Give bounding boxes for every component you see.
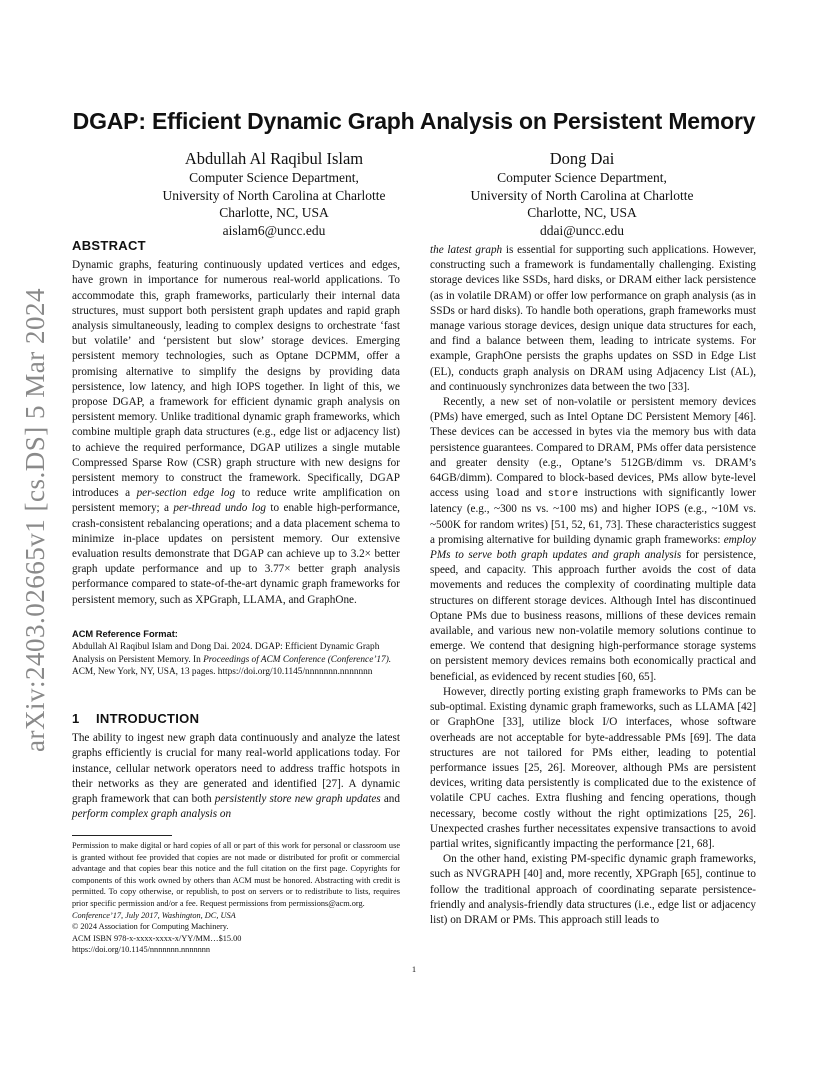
intro-paragraph-continued bbox=[430, 243, 756, 395]
author-university: University of North Carolina at Charlotte bbox=[470, 187, 694, 203]
abstract-text: to enable high-performance, crash-consistent rebalancing operations; and a data placement schema to minimize in-place updates on persistent memory. Our extensive evaluation results demonstrate that DGAP can achieve up to 3.2× better graph update performance and up to 3.77× better graph analysis performance compared to state-of-the-art dynamic graph frameworks for persistent memory, such as XPGraph, LLAMA, and GraphOne. bbox=[72, 502, 400, 606]
author-department: Computer Science Department, bbox=[497, 170, 667, 185]
author-name: Abdullah Al Raqibul Islam bbox=[184, 149, 364, 168]
abstract-emphasis: per-thread undo log bbox=[173, 502, 267, 515]
intro-text: The ability to ingest new graph data continuously and analyze the latest graphs efficiently is crucial for many real-world applications today. For instance, cellular network operators need to address traffic hotspots in their networks as they are generated and identified [27]. A dynamic graph framework that can both bbox=[72, 732, 400, 806]
isbn-line: ACM ISBN 978-x-xxxx-xxxx-x/YY/MM…$15.00 bbox=[72, 933, 242, 943]
acm-reference-text bbox=[72, 641, 400, 679]
paper-title: DGAP: Efficient Dynamic Graph Analysis on Persistent Memory bbox=[72, 108, 756, 134]
code-keyword: load bbox=[494, 489, 520, 501]
section-title: INTRODUCTION bbox=[96, 711, 200, 726]
page-number: 1 bbox=[411, 964, 417, 974]
acm-reference-part: ACM, New York, NY, USA, 13 pages. https://doi.org/10.1145/nnnnnnn.nnnnnnn bbox=[72, 667, 373, 678]
author-location: Charlotte, NC, USA bbox=[219, 205, 329, 220]
permission-notice: Permission to make digital or hard copies of all or part of this work for personal or classroom use is granted without fee provided that copies are not made or distributed for profit or commercial advantage and that copies bear this notice and the full citation on the first page. Copyrights for components of this work owned by others than ACM must be honored. Abstracting with credit is permitted. To copy otherwise, or republish, to post on servers or to redistribute to lists, requires prior specific permission and/or a fee. Request permissions from permissions@acm.org. bbox=[72, 841, 400, 908]
introduction-section bbox=[72, 711, 400, 822]
conference-text: Conference’17, July 2017, Washington, DC, USA bbox=[72, 910, 236, 920]
intro-text: for persistence, speed, and capacity. This approach further avoids the cost of data movements and reduces the complexity of coordinating multiple data structures on different storage devices. Although Intel has discontinued Optane PMs due to business reasons, millions of these devices remain available, and various new non-volatile memory solutions continue to emerge. We contend that designing high-performance storage systems on persistent memory devices remains both economically practical and beneficial, as evidenced by recent studies [60, 65]. bbox=[430, 549, 756, 683]
introduction-heading bbox=[72, 711, 400, 726]
intro-text: is essential for supporting such applications. However, constructing such a framework is fundamentally challenging. Existing storage devices like SSDs, hard disks, or DRAM either lack persistence (as in volatile DRAM) or offer low performance on graph analysis (as in SSDs or hard disks). To handle both operations, graph frameworks must manage various storage devices, design unique data structures for each, and find a balance between them, leading to intricate systems. For example, GraphOne persists the graphs updates on SSD in Edge List (EL), conducts graph analysis on DRAM using Adjacency List (AL), and continuously synchronizes data between the two [33]. bbox=[430, 244, 756, 393]
intro-paragraph: On the other hand, existing PM-specific dynamic graph frameworks, such as NVGRAPH [40] and, more recently, XPGraph [65], continue to follow the traditional approach of coordinating separate persistence-friendly and analysis-friendly data structures (i.e., edge list or adjacency list) on DRAM or PMs. This approach still leads to bbox=[430, 853, 756, 926]
acm-reference-part: Abdullah Al Raqibul Islam and Dong Dai. 2024. DGAP: Efficient Dynamic Graph Analysis on Persistent Memory. In bbox=[72, 641, 380, 665]
conference-line bbox=[72, 910, 400, 922]
intro-paragraph: However, directly porting existing graph frameworks to PMs can be sub-optimal. Existing dynamic graph frameworks, such as LLAMA [42] or GraphOne [33], utilize block I/O interfaces, whose software overheads are not acceptable for byte-addressable PMs [69]. The data structures are not tailored for PMs either, leading to potential performance issues [25, 26]. Moreover, although PMs are persistent devices, writing data persistently is complicated due to the existence of volatile CPU caches. Extra flushing and fencing operations, though necessary, become costly without the right optimizations [25, 26]. Unexpected crashes further necessitates expensive transactions to avoid partial writes, significantly impacting the performance [21, 68]. bbox=[430, 685, 756, 850]
intro-paragraph bbox=[430, 395, 756, 685]
intro-emphasis: the latest graph bbox=[430, 244, 503, 256]
right-column bbox=[430, 243, 756, 928]
author-location: Charlotte, NC, USA bbox=[527, 205, 637, 220]
footnote-divider bbox=[72, 835, 172, 836]
abstract-paragraph bbox=[72, 258, 400, 608]
copyright-line: © 2024 Association for Computing Machinery. bbox=[72, 922, 229, 932]
acm-reference-emphasis: Proceedings of ACM Conference (Conference’17). bbox=[203, 654, 392, 665]
abstract-text: Dynamic graphs, featuring continuously updated vertices and edges, have grown in importance for numerous real-world applications. To accommodate this, graph frameworks, particularly their internal data structures, must support both persistent graph updates and rapid graph analysis simultaneously, leading to complex designs to orchestrate ‘fast but volatile’ and ‘persistent but slow’ storage devices. Emerging persistent memory technologies, such as Optane DCPMM, offer a promising alternative to simplify the designs by providing data persistence, low latency, and high IOPS together. In light of this, we propose DGAP, a framework for efficient dynamic graph analysis on persistent memory. Unlike traditional dynamic graph frameworks, which combine multiple graph data structures (e.g., edge list or adjacency list) to achieve the required performance, DGAP utilizes a single mutable Compressed Sparse Row (CSR) graph structure with new designs for persistent memory to construct the framework. Specifically, DGAP introduces a bbox=[72, 259, 400, 500]
author-block-1 bbox=[124, 148, 424, 239]
abstract-emphasis: per-section edge log bbox=[136, 487, 236, 500]
author-email: ddai@uncc.edu bbox=[539, 222, 625, 238]
acm-reference-format bbox=[72, 628, 400, 679]
abstract-text: to reduce write amplification on persistent memory; a bbox=[72, 487, 400, 515]
section-number: 1 bbox=[72, 711, 80, 726]
doi-line: https://doi.org/10.1145/nnnnnnn.nnnnnnn bbox=[72, 945, 211, 955]
author-university: University of North Carolina at Charlotte bbox=[162, 187, 386, 203]
intro-emphasis: perform complex graph analysis on bbox=[72, 808, 232, 821]
intro-emphasis: employ PMs to serve both graph updates and graph analysis bbox=[430, 533, 756, 562]
author-block-2 bbox=[432, 148, 732, 239]
intro-text: and bbox=[519, 487, 548, 500]
intro-text: instructions with significantly lower latency (e.g., ~300 ns vs. ~100 ms) and higher IOPS (e.g., ~10M vs. ~500K for random writes) [51, 52, 61, 73]. These characteristics suggest a promising alternative for building dynamic graph frameworks: bbox=[430, 487, 756, 546]
abstract-heading: ABSTRACT bbox=[72, 238, 146, 253]
author-email: aislam6@uncc.edu bbox=[222, 222, 326, 238]
arxiv-identifier: arXiv:2403.02665v1 [cs.DS] 5 Mar 2024 bbox=[20, 288, 50, 752]
author-name: Dong Dai bbox=[549, 149, 615, 168]
intro-text: and bbox=[380, 793, 400, 806]
acm-reference-label: ACM Reference Format: bbox=[72, 629, 178, 639]
intro-paragraph bbox=[72, 731, 400, 822]
intro-text: Recently, a new set of non-volatile or persistent memory devices (PMs) have emerged, such as Intel Optane DC Persistent Memory [46]. These devices can be accessed in bytes via the memory bus with data persistence guarantees. Compared to DRAM, PMs offer data persistence and greater density (e.g., Optane’s 512GB/dimm vs. DRAM’s 64GB/dimm). Compared to block-based devices, PMs allow byte-level access using bbox=[430, 396, 756, 500]
code-keyword: store bbox=[547, 489, 579, 501]
intro-emphasis: persistently store new graph updates bbox=[214, 793, 381, 806]
author-department: Computer Science Department, bbox=[189, 170, 359, 185]
abstract-section bbox=[72, 238, 400, 608]
copyright-footnote bbox=[72, 840, 400, 956]
